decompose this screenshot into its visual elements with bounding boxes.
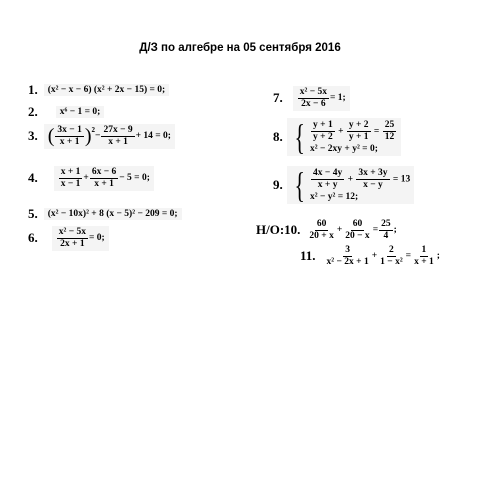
problem-number: 3. xyxy=(28,128,38,144)
fraction: $\frac{25}{12}$ xyxy=(384,120,395,142)
problem-7 xyxy=(273,86,350,111)
fraction: $\frac{60}{20 - x}$ xyxy=(345,219,370,241)
equation: ( $\frac{3x - 1}{x + 1}$ ) 2 − $\frac{27x - 9}{x + 1}$ + 14 = 0; xyxy=(44,124,175,149)
equation-system: { $\frac{y + 1}{y + 2}$ + $\frac{y + 2}{y + 1}$ = $\frac{25}{12}$ x² − 2xy + y² = 0; xyxy=(287,118,401,156)
equation: (x² − 10x)² + 8 (x − 5)² − 209 = 0; xyxy=(44,208,182,220)
brace-icon: { xyxy=(294,117,305,157)
problem-1 xyxy=(28,82,169,98)
problem-number: 2. xyxy=(28,104,38,119)
equation-line: x² − 2xy + y² = 0; xyxy=(310,143,378,154)
equation: $\frac{\text{x² − 5x}}{2x - 6}$ = 1; xyxy=(293,86,350,111)
brace-icon: { xyxy=(294,165,305,205)
equation: x⁶ − 1 = 0; xyxy=(56,106,105,118)
fraction: $\frac{3x - 1}{x + 1}$ xyxy=(57,125,82,147)
equation: $\frac{60}{20 + x}$ + $\frac{60}{20 - x}$ = $\frac{25}{4}$ ; xyxy=(309,219,397,241)
problem-number: 5. xyxy=(28,206,38,221)
problem-6 xyxy=(28,226,109,251)
fraction: $\frac{1}{x + 1}$ xyxy=(414,245,434,267)
equation: $\frac{x + 1}{x - 1}$ + $\frac{6x - 6}{x + 1}$ − 5 = 0; xyxy=(54,166,154,191)
equation: (x² − x − 6) (x² + 2x − 15) = 0; xyxy=(44,84,169,96)
problem-number: 1. xyxy=(28,82,38,97)
fraction: $\frac{y + 2}{y + 1}$ xyxy=(348,120,369,142)
problem-9 xyxy=(273,166,414,204)
fraction: $\frac{6x - 6}{x + 1}$ xyxy=(91,167,117,189)
fraction: $\frac{27x - 9}{x + 1}$ xyxy=(103,125,133,147)
problem-10 xyxy=(256,218,401,243)
problem-2 xyxy=(28,104,104,120)
fraction: $\frac{y + 1}{y + 2}$ xyxy=(313,120,333,142)
fraction: $\frac{x + 1}{x - 1}$ xyxy=(60,167,81,189)
problem-number: 6. xyxy=(28,230,38,246)
fraction: $\frac{3x + 3y}{x - y}$ xyxy=(358,168,388,190)
problem-number: 4. xyxy=(28,170,38,186)
problem-number: Н/О:10. xyxy=(256,222,301,238)
fraction: $\frac{25}{4}$ xyxy=(381,219,391,241)
equation: $\frac{\text{x² − 5x}}{2x + 1}$ = 0; xyxy=(52,226,109,251)
fraction: $\frac{4x - 4y}{x + y}$ xyxy=(313,168,343,190)
fraction: $\frac{60}{20 + x}$ xyxy=(309,219,334,241)
problem-number: 7. xyxy=(273,90,283,106)
problem-11 xyxy=(300,244,444,269)
equation: $\frac{3}{\text{x² − 2x + 1}}$ + $\frac{2}{\text{1 − x²}}$ = $\frac{1}{x + 1}$ ; xyxy=(326,245,440,267)
equation-line: x² − y² = 12; xyxy=(310,191,359,202)
problem-number: 11. xyxy=(300,248,316,264)
page-title: Д/З по алгебре на 05 сентября 2016 xyxy=(139,42,341,54)
problem-5 xyxy=(28,206,182,222)
equation-system: { $\frac{4x - 4y}{x + y}$ + $\frac{3x + 3y}{x - y}$ = 13 x² − y² = 12; xyxy=(287,166,414,204)
fraction: $\frac{\text{x² − 5x}}{2x + 1}$ xyxy=(58,227,87,249)
fraction: $\frac{3}{\text{x² − 2x + 1}}$ xyxy=(326,245,369,267)
problem-4 xyxy=(28,166,154,191)
problem-number: 9. xyxy=(273,177,283,192)
fraction: $\frac{\text{x² − 5x}}{2x - 6}$ xyxy=(299,87,328,109)
problem-3 xyxy=(28,124,175,149)
problem-number: 8. xyxy=(273,129,283,144)
fraction: $\frac{2}{\text{1 − x²}}$ xyxy=(380,245,403,267)
problem-8 xyxy=(273,118,401,156)
